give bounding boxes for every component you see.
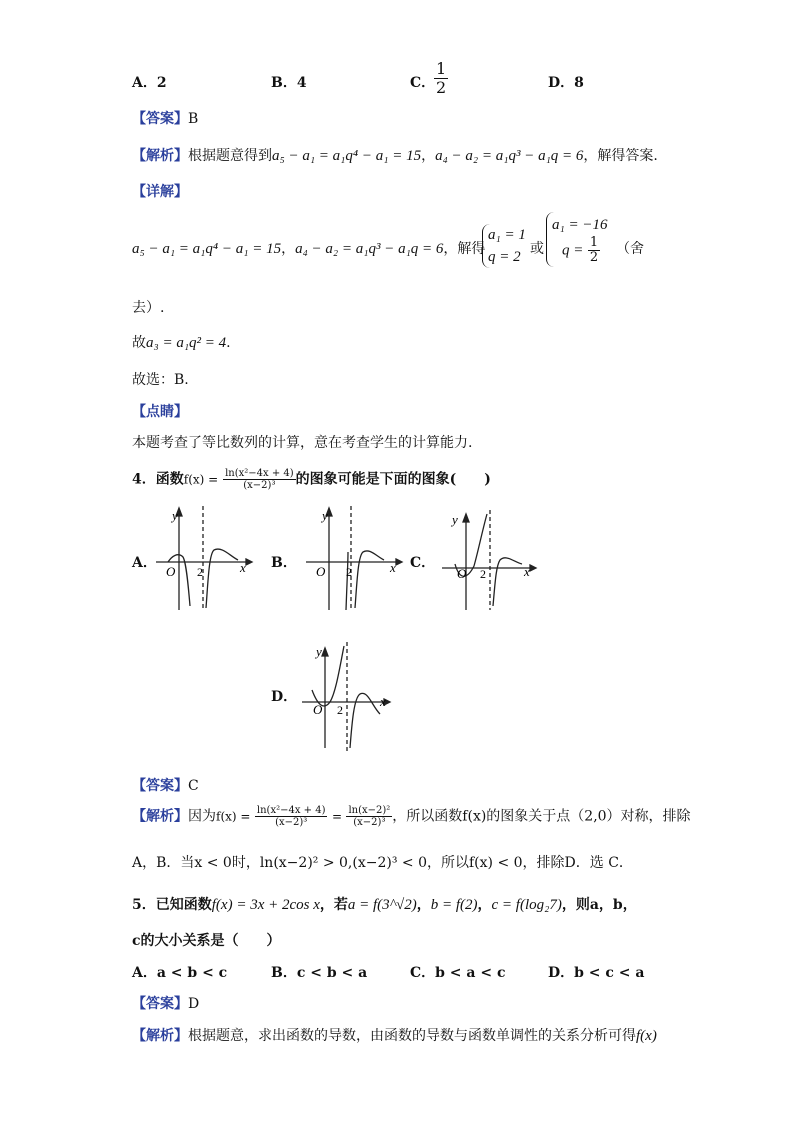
- q3-option-b: B．4: [271, 75, 307, 91]
- analysis-fraction-2-num: ln(x−2)²: [348, 805, 391, 816]
- graph-a-two-label: 2: [197, 565, 203, 579]
- q4-suffix: 的图象可能是下面的图象( ): [295, 471, 491, 488]
- analysis-equation-2: a₄ − a₂ = a₁q³ − a₁q = 6: [435, 148, 584, 164]
- detail-solve-text: ，解得: [443, 241, 486, 257]
- q4-graph-b: [300, 502, 404, 614]
- separator: ，: [421, 148, 436, 164]
- q4-graph-a: [150, 502, 254, 614]
- q5-option-b: B．c < b < a: [271, 965, 368, 981]
- answer-value: D: [188, 996, 200, 1012]
- q4-option-b-label: B．: [271, 555, 297, 571]
- answer-tag: 【答案】: [132, 778, 188, 794]
- analysis-fraction-1-den: (x−2)³: [275, 817, 308, 828]
- analysis-tail: f(x): [636, 1028, 657, 1044]
- graph-b-x-label: x: [390, 560, 396, 575]
- detail-discard-1: （舍: [616, 241, 644, 257]
- q3-option-a: A．2: [132, 75, 167, 91]
- q5-stem-line-1: [132, 894, 637, 914]
- graph-b-two-label: 2: [346, 565, 352, 579]
- q4-func-denominator: (x−2)³: [243, 480, 276, 491]
- analysis-fraction-2-den: (x−2)³: [353, 817, 386, 828]
- q3-option-c-numerator: 1: [436, 59, 447, 78]
- graph-c-two-label: 2: [480, 567, 486, 581]
- graph-c-y-label: y: [452, 512, 458, 527]
- analysis-fraction-1-num: ln(x²−4x + 4): [256, 805, 326, 816]
- q3-option-c: C．: [410, 75, 436, 91]
- system-1-line-1: a₁ = 1: [488, 227, 526, 243]
- q5-c-definition: c = f(log₂7): [491, 897, 562, 913]
- analysis-tag: 【解析】: [132, 808, 188, 825]
- answer-tag: 【答案】: [132, 996, 188, 1012]
- analysis-text: 因为: [188, 808, 216, 825]
- q5-analysis-line: [132, 1025, 657, 1045]
- answer-value: B: [188, 111, 199, 127]
- q5-stem-line-2: c的大小关系是（ ）: [132, 933, 281, 949]
- graph-d-origin-label: O: [313, 702, 323, 717]
- graph-c-x-arrow: [530, 565, 536, 571]
- graph-d-y-label: y: [316, 644, 322, 659]
- detail-separator: ，: [281, 241, 296, 257]
- q3-option-c-fraction: [434, 60, 448, 97]
- graph-c-y-arrow: [463, 514, 469, 522]
- graph-a-origin-label: O: [166, 564, 176, 579]
- q4-option-c-label: C．: [410, 555, 436, 571]
- graph-d-x-label: x: [380, 694, 386, 709]
- graph-b-right-branch: [355, 551, 384, 608]
- analysis-text: 根据题意，求出函数的导数，由函数的导数与函数单调性的关系分析可得: [188, 1028, 636, 1044]
- q4-option-a-label: A．: [132, 555, 157, 571]
- q4-graph-d: [296, 636, 400, 758]
- graph-a-x-arrow: [246, 559, 252, 565]
- analysis-eq-lhs: f(x) =: [216, 809, 251, 824]
- detail-equation-1: a₅ − a₁ = a₁q⁴ − a₁ = 15: [132, 241, 282, 257]
- graph-b-origin-label: O: [316, 564, 326, 579]
- graph-b-x-arrow: [396, 559, 402, 565]
- q5-text-2: ，则a，b，: [561, 897, 637, 913]
- graph-a-right-branch: [206, 549, 238, 608]
- q5-b-definition: b = f(2): [430, 897, 478, 913]
- detail-tag: 【详解】: [132, 184, 188, 200]
- q4-analysis-line-2: A，B．当x < 0时，ln(x−2)² > 0,(x−2)³ < 0，所以f(x) < 0，排除D．选 C．: [132, 855, 633, 871]
- system-2-line-2-lhs: q =: [562, 242, 584, 259]
- q4-func-lhs: f(x) =: [183, 472, 219, 487]
- q3-option-c-denominator: 2: [436, 78, 447, 97]
- graph-c-x-label: x: [524, 564, 530, 579]
- q3-answer-line: [132, 108, 198, 128]
- q5-a-definition: a = f(3^√2): [347, 897, 417, 913]
- q3-comment-text: 本题考查了等比数列的计算，意在考查学生的计算能力.: [132, 435, 473, 451]
- system-2-line-1: a₁ = −16: [552, 217, 608, 233]
- q3-chosen-line: 故选：B.: [132, 372, 189, 388]
- graph-b-left-branch: [346, 552, 348, 610]
- q4-option-d-label: D．: [271, 689, 298, 705]
- q4-graph-c: [440, 502, 544, 614]
- analysis-equation-1: a₅ − a₁ = a₁q⁴ − a₁ = 15: [272, 148, 422, 164]
- q5-text-1: ，若: [319, 897, 348, 913]
- analysis-tag: 【解析】: [132, 148, 188, 164]
- analysis-text-2: ，所以函数f(x)的图象关于点（2,0）对称，排除: [392, 808, 691, 825]
- q5-sep-2: ，: [477, 897, 492, 913]
- graph-a-x-label: x: [240, 560, 246, 575]
- graph-d-y-arrow: [322, 648, 328, 656]
- therefore-suffix: .: [226, 335, 231, 351]
- detail-equation-2: a₄ − a₂ = a₁q³ − a₁q = 6: [295, 241, 444, 257]
- q3-comment-tag: [132, 401, 188, 421]
- q4-func-numerator: ln(x²−4x + 4): [225, 468, 294, 479]
- system-1-line-2: q = 2: [488, 249, 521, 265]
- q4-stem: [132, 468, 491, 491]
- q4-analysis-line-1: [132, 805, 691, 828]
- analysis-tag: 【解析】: [132, 1028, 188, 1044]
- q3-detail-equations: [132, 238, 485, 258]
- q5-option-a: A．a < b < c: [132, 965, 228, 981]
- therefore-prefix: 故: [132, 335, 146, 351]
- q3-option-d: D．8: [548, 75, 584, 91]
- comment-tag: 【点睛】: [132, 404, 188, 420]
- q5-answer-line: [132, 993, 199, 1013]
- q4-prefix: 4．函数: [132, 471, 184, 488]
- graph-d-two-label: 2: [337, 703, 343, 717]
- analysis-text: 根据题意得到: [188, 148, 272, 164]
- graph-b-y-label: y: [322, 508, 328, 523]
- detail-discard-2: 去）.: [132, 300, 165, 316]
- graph-c-origin-label: O: [457, 566, 467, 581]
- q4-answer-line: [132, 775, 199, 795]
- answer-tag: 【答案】: [132, 111, 188, 127]
- q5-sep-1: ，: [416, 897, 431, 913]
- q5-function: f(x) = 3x + 2cos x: [211, 897, 320, 913]
- q5-prefix: 5．已知函数: [132, 897, 212, 913]
- detail-or: 或: [530, 241, 544, 257]
- q3-detail-tag: [132, 181, 188, 201]
- system-2-numerator: 1: [589, 235, 599, 250]
- analysis-eq-mid: =: [331, 809, 342, 824]
- solution-system-1: [482, 224, 526, 268]
- q3-analysis-line: [132, 145, 658, 165]
- system-2-denominator: 2: [589, 250, 599, 265]
- q5-option-d: D．b < c < a: [548, 965, 645, 981]
- graph-a-y-label: y: [172, 508, 178, 523]
- therefore-equation: a₃ = a₁q² = 4: [146, 335, 227, 351]
- q3-therefore-line: [132, 332, 231, 352]
- answer-value: C: [188, 778, 199, 794]
- analysis-text-end: ，解得答案.: [583, 148, 658, 164]
- solution-system-2: [546, 212, 607, 267]
- q5-option-c: C．b < a < c: [410, 965, 506, 981]
- graph-c-right-branch: [493, 558, 522, 606]
